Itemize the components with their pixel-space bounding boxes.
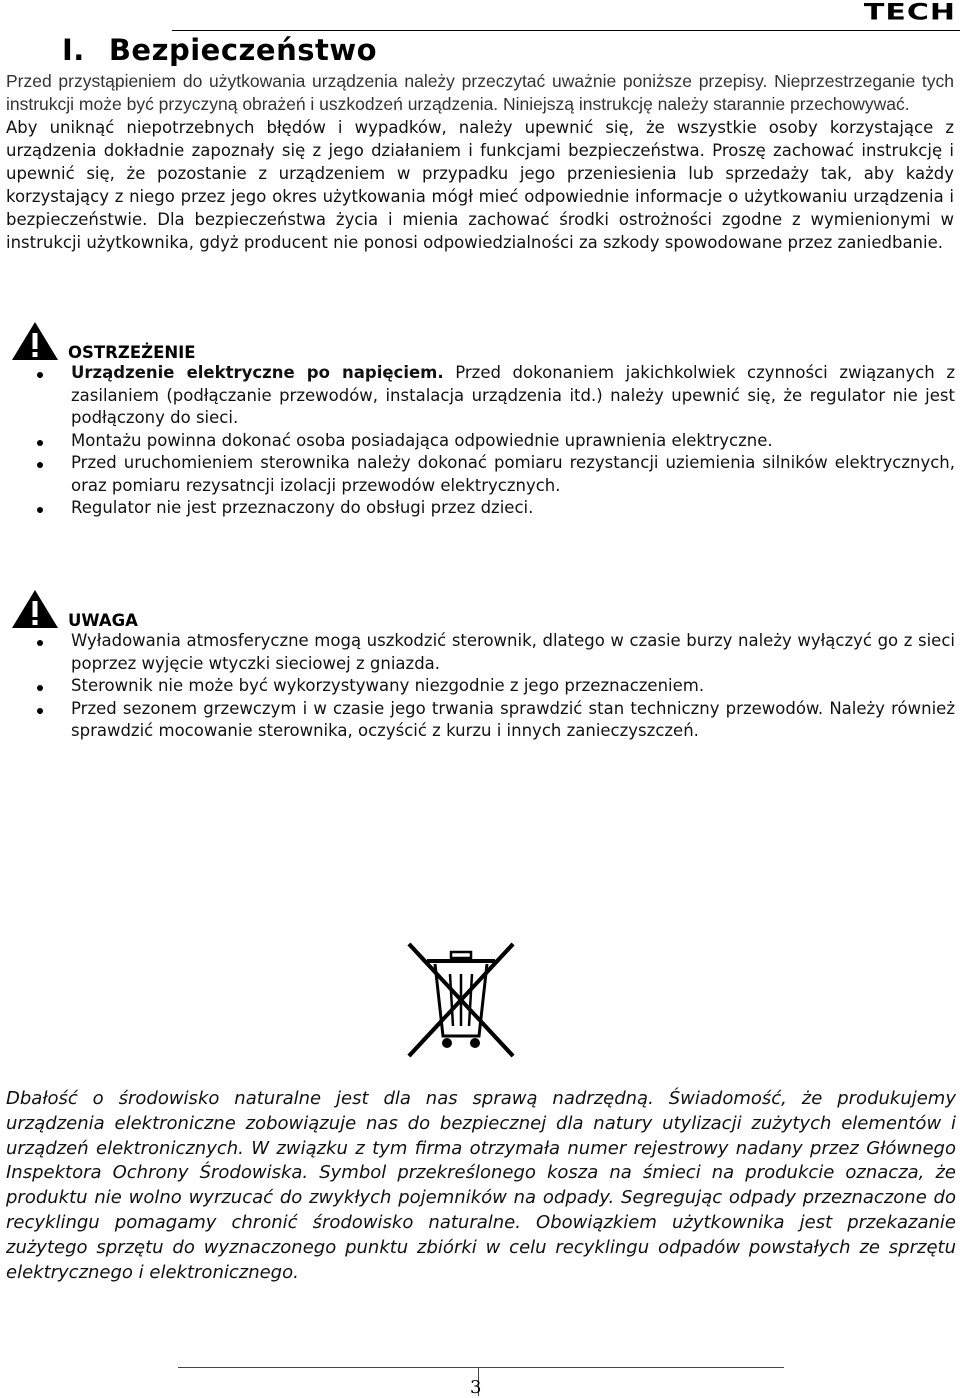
list-item xyxy=(30,698,955,743)
bullet-icon xyxy=(37,640,43,646)
environment-text: Dbałość o środowisko naturalne jest dla nas sprawą nadrzędną. Świadomość, że produkujemy urządzenia elektroniczne zobowiązuje nas do bezpiecznej dla natury utylizacji zużytych elementów i urządzeń elektronicznych. W związku z tym firma otrzymała numer rejestrowy nadany przez Głównego Inspektora Ochrony Środowiska. Symbol przekreślonego kosza na śmieci na produkcie oznacza, że produktu nie wolno wyrzucać do zwykłych pojemników na odpady. Segregując odpady przeznaczone do recyklingu pomagamy chronić środowisko naturalne. Obowiązkiem użytkownika jest przekazanie zużytego sprzętu do wyznaczonego punktu zbiórki w celu recyklingu odpadów powstałych ze sprzętu elektrycznego i elektronicznego. xyxy=(6,1088,956,1283)
warning-item-text: Regulator nie jest przeznaczony do obsługi przez dzieci. xyxy=(71,498,534,517)
brand-logo: TECH xyxy=(863,0,956,26)
bullet-icon xyxy=(37,507,43,513)
warning-list xyxy=(30,362,955,520)
bullet-icon xyxy=(37,708,43,714)
caution-item-text: Przed sezonem grzewczym i w czasie jego trwania sprawdzić stan techniczny przewodów. Należy również sprawdzić mocowanie sterownika, oczyścić z kurzu i innych zanieczyszczeń. xyxy=(71,698,955,740)
section-title xyxy=(62,33,377,67)
header-rule xyxy=(172,30,960,31)
intro-text xyxy=(6,70,954,254)
list-item xyxy=(30,675,955,698)
bullet-icon xyxy=(37,685,43,691)
bullet-icon xyxy=(37,462,43,468)
caution-item-text: Sterownik nie może być wykorzystywany niezgodnie z jego przeznaczeniem. xyxy=(71,676,705,695)
list-item xyxy=(30,497,955,520)
caution-item-text: Wyładowania atmosferyczne mogą uszkodzić sterownik, dlatego w czasie burzy należy wyłączyć go z sieci poprzez wyjęcie wtyczki sieciowej z gniazda. xyxy=(71,631,955,673)
caution-title: UWAGA xyxy=(68,611,138,630)
list-item xyxy=(30,630,955,675)
warning-triangle-icon xyxy=(10,588,60,630)
intro-paragraph-1: Przed przystąpieniem do użytkowania urządzenia należy przeczytać uważnie poniższe przepisy. Nieprzestrzeganie tych instrukcji może być przyczyną obrażeń i uszkodzeń urządzenia. Niniejszą instrukcję należy starannie przechowywać. xyxy=(6,71,954,114)
warning-triangle-icon xyxy=(10,320,60,362)
caution-list xyxy=(30,630,955,743)
warning-item-text: Przed uruchomieniem sterownika należy dokonać pomiaru rezystancji uziemienia silników elektrycznych, oraz pomiaru rezysatncji izolacji przewodów elektrycznych. xyxy=(71,453,955,495)
list-item xyxy=(30,362,955,430)
bullet-icon xyxy=(37,372,43,378)
section-title-text: Bezpieczeństwo xyxy=(108,33,378,67)
warning-title: OSTRZEŻENIE xyxy=(68,343,196,362)
list-item xyxy=(30,452,955,497)
list-item xyxy=(30,430,955,453)
intro-paragraph-2: Aby uniknąć niepotrzebnych błędów i wypadków, należy upewnić się, że wszystkie osoby korzystające z urządzenia dokładnie zapoznały się z jego działaniem i funkcjami bezpieczeństwa. Proszę zachować instrukcję i upewnić się, że pozostanie z urządzeniem w przypadku jego przeniesienia lub sprzedaży tak, aby każdy korzystający z niego przez jego okres użytkowania mógł mieć odpowiednie informacje o użytkowaniu urządzenia i bezpieczeństwie. Dla bezpieczeństwa życia i mienia zachować środki ostrożności zgodne z wymienionymi w instrukcji użytkownika, gdyż producent nie ponosi odpowiedzialności za szkody spowodowane przez zaniedbanie. xyxy=(6,118,954,252)
footer-rule xyxy=(178,1367,784,1368)
warning-item-bold: Urządzenie elektryczne po napięciem. xyxy=(71,363,444,382)
bullet-icon xyxy=(37,440,43,446)
warning-item-text: Montażu powinna dokonać osoba posiadająca odpowiednie uprawnienia elektryczne. xyxy=(71,430,773,450)
warning-item-text: Przed dokonaniem jakichkolwiek czynności związanych z zasilaniem (podłączanie przewodów, instalacja urządzenia itd.) należy upewnić się, że regulator nie jest podłączony do sieci. xyxy=(71,363,955,427)
page-number: 3 xyxy=(470,1377,482,1398)
section-number: I. xyxy=(62,33,85,67)
crossed-out-bin-icon xyxy=(405,940,517,1060)
